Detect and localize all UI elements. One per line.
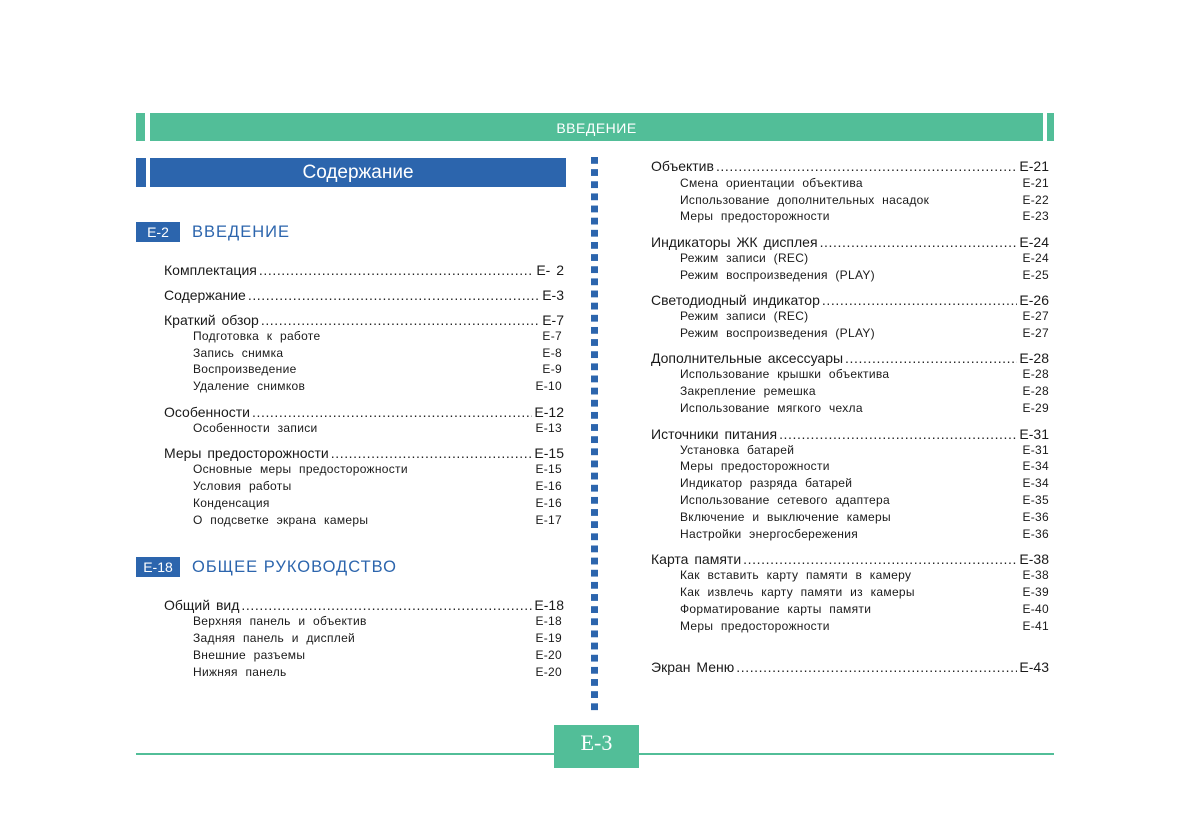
toc-subentry bbox=[193, 329, 562, 343]
toc-entry-page: E-15 bbox=[535, 462, 562, 476]
center-dotted-divider bbox=[591, 157, 598, 712]
toc-subentry bbox=[680, 619, 1049, 633]
toc-entry bbox=[164, 445, 564, 461]
toc-entry-page: E-7 bbox=[542, 329, 562, 343]
toc-subentry bbox=[193, 496, 562, 510]
toc-entry-page: E-31 bbox=[1022, 443, 1049, 457]
toc-subentry bbox=[193, 379, 562, 393]
toc-entry-title: Воспроизведение bbox=[193, 362, 297, 376]
toc-entry-title: Краткий обзор bbox=[164, 312, 259, 328]
toc-entry bbox=[164, 597, 564, 613]
toc-subentry bbox=[680, 585, 1049, 599]
toc-entry bbox=[164, 312, 564, 328]
toc-subentry bbox=[680, 268, 1049, 282]
toc-entry-title: Как вставить карту памяти в камеру bbox=[680, 568, 912, 582]
toc-entry-page: E- 2 bbox=[536, 262, 564, 278]
toc-subentry bbox=[680, 568, 1049, 582]
toc-entry-title: Основные меры предосторожности bbox=[193, 462, 408, 476]
toc-entry bbox=[651, 350, 1049, 366]
toc-entry-page: E-41 bbox=[1022, 619, 1049, 633]
dot-leader bbox=[259, 262, 534, 278]
toc-entry-page: E-28 bbox=[1019, 350, 1049, 366]
toc-subentry bbox=[193, 346, 562, 360]
toc-entry-title: Включение и выключение камеры bbox=[680, 510, 891, 524]
toc-subentry bbox=[680, 367, 1049, 381]
toc-subentry bbox=[193, 479, 562, 493]
toc-entry-page: E-38 bbox=[1022, 568, 1049, 582]
toc-subentry bbox=[193, 631, 562, 645]
toc-entry-page: E-40 bbox=[1022, 602, 1049, 616]
dot-leader bbox=[716, 158, 1017, 174]
toc-subentry bbox=[680, 326, 1049, 340]
toc-subentry bbox=[193, 648, 562, 662]
toc-entry-title: Меры предосторожности bbox=[164, 445, 329, 461]
toc-entry-title: Меры предосторожности bbox=[680, 459, 830, 473]
toc-entry-page: E-28 bbox=[1022, 384, 1049, 398]
toc-subentry bbox=[193, 462, 562, 476]
section-name: ОБЩЕЕ РУКОВОДСТВО bbox=[192, 558, 397, 576]
toc-entry-title: Меры предосторожности bbox=[680, 209, 830, 223]
toc-entry-page: E-13 bbox=[535, 421, 562, 435]
toc-entry bbox=[651, 292, 1049, 308]
toc-entry bbox=[651, 426, 1049, 442]
toc-subentry bbox=[193, 513, 562, 527]
toc-entry-page: E-34 bbox=[1022, 476, 1049, 490]
toc-entry bbox=[164, 404, 564, 420]
toc-entry bbox=[651, 158, 1049, 174]
toc-entry-page: E-27 bbox=[1022, 326, 1049, 340]
toc-entry-title: Как извлечь карту памяти из камеры bbox=[680, 585, 915, 599]
section-badge: E-18 bbox=[136, 557, 180, 577]
toc-entry-page: E-10 bbox=[535, 379, 562, 393]
toc-entry-title: Меры предосторожности bbox=[680, 619, 830, 633]
toc-subentry bbox=[680, 401, 1049, 415]
dot-leader bbox=[845, 350, 1017, 366]
toc-entry-page: E-38 bbox=[1019, 551, 1049, 567]
toc-entry-page: E-24 bbox=[1022, 251, 1049, 265]
toc-entry-title: О подсветке экрана камеры bbox=[193, 513, 369, 527]
toc-entry-page: E-36 bbox=[1022, 527, 1049, 541]
toc-entry-page: E-8 bbox=[542, 346, 562, 360]
toc-subentry bbox=[680, 176, 1049, 190]
toc-entry bbox=[651, 659, 1049, 675]
toc-entry-title: Внешние разъемы bbox=[193, 648, 306, 662]
toc-entry-page: E-17 bbox=[535, 513, 562, 527]
toc-subentry bbox=[680, 459, 1049, 473]
dot-leader bbox=[743, 551, 1017, 567]
toc-subentry bbox=[193, 421, 562, 435]
section-name: ВВЕДЕНИЕ bbox=[192, 223, 290, 241]
toc-entry-title: Удаление снимков bbox=[193, 379, 306, 393]
toc-entry-title: Режим воспроизведения (PLAY) bbox=[680, 268, 875, 282]
dot-leader bbox=[241, 597, 532, 613]
toc-entry-title: Комплектация bbox=[164, 262, 257, 278]
toc-entry-title: Смена ориентации объектива bbox=[680, 176, 863, 190]
toc-entry-page: E-29 bbox=[1022, 401, 1049, 415]
toc-entry-page: E-21 bbox=[1022, 176, 1049, 190]
toc-entry-page: E-26 bbox=[1019, 292, 1049, 308]
toc-entry-page: E-34 bbox=[1022, 459, 1049, 473]
toc-entry-page: E-16 bbox=[535, 479, 562, 493]
toc-entry-page: E-25 bbox=[1022, 268, 1049, 282]
toc-entry-page: E-18 bbox=[534, 597, 564, 613]
toc-entry-page: E-28 bbox=[1022, 367, 1049, 381]
toc-entry-title: Особенности записи bbox=[193, 421, 318, 435]
toc-entry-title: Настройки энергосбережения bbox=[680, 527, 859, 541]
toc-entry-page: E-3 bbox=[542, 287, 564, 303]
toc-entry-page: E-23 bbox=[1022, 209, 1049, 223]
toc-entry-page: E-39 bbox=[1022, 585, 1049, 599]
toc-entry-page: E-9 bbox=[542, 362, 562, 376]
toc-subentry bbox=[680, 309, 1049, 323]
toc-entry-page: E-31 bbox=[1019, 426, 1049, 442]
toc-subentry bbox=[193, 614, 562, 628]
toc-entry-title: Светодиодный индикатор bbox=[651, 292, 820, 308]
header-title: ВВЕДЕНИЕ bbox=[150, 113, 1043, 141]
toc-entry-title: Объектив bbox=[651, 158, 714, 174]
toc-entry bbox=[651, 551, 1049, 567]
toc-entry-title: Режим воспроизведения (PLAY) bbox=[680, 326, 875, 340]
toc-entry-page: E-35 bbox=[1022, 493, 1049, 507]
toc-entry-page: E-18 bbox=[535, 614, 562, 628]
dot-leader bbox=[779, 426, 1017, 442]
toc-entry-page: E-20 bbox=[535, 648, 562, 662]
dot-leader bbox=[261, 312, 540, 328]
toc-entry-title: Нижняя панель bbox=[193, 665, 287, 679]
toc-entry-title: Дополнительные аксессуары bbox=[651, 350, 844, 366]
dot-leader bbox=[331, 445, 533, 461]
toc-entry-title: Содержание bbox=[164, 287, 246, 303]
toc-entry-page: E-43 bbox=[1019, 659, 1049, 675]
toc-entry-title: Индикаторы ЖК дисплея bbox=[651, 234, 818, 250]
toc-entry-page: E-36 bbox=[1022, 510, 1049, 524]
page-number: E-3 bbox=[554, 725, 639, 768]
toc-entry bbox=[651, 234, 1049, 250]
toc-entry-page: E-19 bbox=[535, 631, 562, 645]
toc-subentry bbox=[193, 362, 562, 376]
contents-title: Содержание bbox=[150, 158, 566, 187]
toc-entry-page: E-7 bbox=[542, 312, 564, 328]
toc-entry-title: Использование дополнительных насадок bbox=[680, 193, 930, 207]
toc-entry-page: E-22 bbox=[1022, 193, 1049, 207]
section-badge: E-2 bbox=[136, 222, 180, 242]
toc-entry-page: E-21 bbox=[1019, 158, 1049, 174]
toc-entry-page: E-15 bbox=[534, 445, 564, 461]
toc-subentry bbox=[680, 476, 1049, 490]
dot-leader bbox=[736, 659, 1017, 675]
toc-entry-title: Верхняя панель и объектив bbox=[193, 614, 367, 628]
toc-subentry bbox=[680, 193, 1049, 207]
toc-entry-title: Общий вид bbox=[164, 597, 240, 613]
toc-entry-title: Использование крышки объектива bbox=[680, 367, 890, 381]
toc-entry-title: Запись снимка bbox=[193, 346, 284, 360]
toc-entry-title: Источники питания bbox=[651, 426, 778, 442]
toc-entry-page: E-24 bbox=[1019, 234, 1049, 250]
toc-entry-title: Режим записи (REC) bbox=[680, 251, 809, 265]
toc-entry-title: Конденсация bbox=[193, 496, 270, 510]
dot-leader bbox=[252, 404, 532, 420]
header-right-accent bbox=[1047, 113, 1054, 141]
toc-subentry bbox=[680, 602, 1049, 616]
toc-entry-title: Индикатор разряда батарей bbox=[680, 476, 853, 490]
toc-entry-page: E-27 bbox=[1022, 309, 1049, 323]
toc-subentry bbox=[680, 251, 1049, 265]
toc-entry bbox=[164, 262, 564, 278]
dot-leader bbox=[822, 292, 1018, 308]
toc-subentry bbox=[680, 510, 1049, 524]
toc-subentry bbox=[680, 443, 1049, 457]
toc-entry bbox=[164, 287, 564, 303]
toc-entry-title: Задняя панель и дисплей bbox=[193, 631, 356, 645]
toc-subentry bbox=[680, 493, 1049, 507]
toc-subentry bbox=[680, 209, 1049, 223]
dot-leader bbox=[248, 287, 540, 303]
toc-subentry bbox=[193, 665, 562, 679]
toc-subentry bbox=[680, 384, 1049, 398]
toc-entry-title: Форматирование карты памяти bbox=[680, 602, 872, 616]
toc-entry-title: Использование сетевого адаптера bbox=[680, 493, 890, 507]
header-left-accent bbox=[136, 113, 145, 141]
toc-entry-title: Режим записи (REC) bbox=[680, 309, 809, 323]
toc-entry-title: Условия работы bbox=[193, 479, 292, 493]
toc-entry-title: Использование мягкого чехла bbox=[680, 401, 863, 415]
toc-entry-title: Экран Меню bbox=[651, 659, 735, 675]
contents-title-accent bbox=[136, 158, 146, 187]
dot-leader bbox=[820, 234, 1018, 250]
toc-subentry bbox=[680, 527, 1049, 541]
toc-entry-title: Подготовка к работе bbox=[193, 329, 321, 343]
toc-entry-page: E-16 bbox=[535, 496, 562, 510]
toc-entry-page: E-20 bbox=[535, 665, 562, 679]
toc-entry-title: Установка батарей bbox=[680, 443, 795, 457]
toc-entry-title: Особенности bbox=[164, 404, 250, 420]
toc-entry-title: Закрепление ремешка bbox=[680, 384, 816, 398]
toc-entry-title: Карта памяти bbox=[651, 551, 742, 567]
toc-entry-page: E-12 bbox=[534, 404, 564, 420]
